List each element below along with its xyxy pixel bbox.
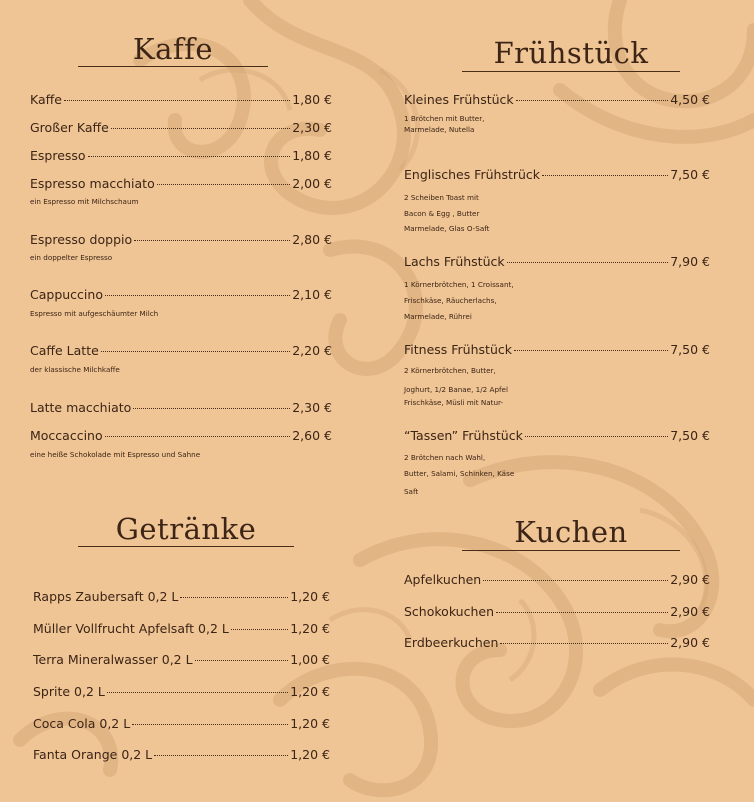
item-price: 7,90 € <box>670 254 710 269</box>
getraenke-item <box>33 621 330 637</box>
item-name: Cappuccino <box>30 287 103 302</box>
item-description: Frischkäse, Räucherlachs, <box>404 296 497 305</box>
item-name: Moccaccino <box>30 428 103 443</box>
leader-dots <box>496 612 668 613</box>
leader-dots <box>507 262 669 263</box>
leader-dots <box>514 350 668 351</box>
item-name: Coca Cola 0,2 L <box>33 716 131 731</box>
item-price: 2,60 € <box>292 428 332 443</box>
item-price: 2,80 € <box>292 232 332 247</box>
leader-dots <box>157 184 291 185</box>
getraenke-item <box>33 747 330 763</box>
item-price: 1,00 € <box>290 652 330 667</box>
item-price: 2,30 € <box>292 400 332 415</box>
item-description: Butter, Salami, Schinken, Käse <box>404 469 515 478</box>
item-name: Kleines Frühstück <box>404 92 514 107</box>
item-price: 7,50 € <box>670 428 710 443</box>
item-price: 2,00 € <box>292 176 332 191</box>
item-description: ein doppelter Espresso <box>30 253 113 262</box>
kuchen-item <box>404 572 710 588</box>
kaffe-item <box>30 120 332 136</box>
leader-dots <box>132 724 288 725</box>
fruehstueck-title: Frühstück <box>493 36 649 70</box>
kuchen-title-rule <box>462 550 680 551</box>
item-price: 1,20 € <box>290 684 330 699</box>
leader-dots <box>88 156 291 157</box>
kuchen-item <box>404 604 710 620</box>
getraenke-title: Getränke <box>115 512 257 546</box>
getraenke-item <box>33 652 330 668</box>
kaffe-item <box>30 343 332 359</box>
fruehstueck-item <box>404 428 710 444</box>
item-name: Lachs Frühstück <box>404 254 505 269</box>
item-name: Englisches Frühstrück <box>404 167 541 182</box>
leader-dots <box>542 175 668 176</box>
fruehstueck-item <box>404 92 710 108</box>
item-description: Marmelade, Rührei <box>404 312 472 321</box>
fruehstueck-item <box>404 342 710 358</box>
item-name: Espresso doppio <box>30 232 133 247</box>
getraenke-item <box>33 716 330 732</box>
leader-dots <box>154 755 288 756</box>
item-name: Kaffe <box>30 92 62 107</box>
getraenke-title-rule <box>78 546 294 547</box>
item-name: Terra Mineralwasser 0,2 L <box>33 652 193 667</box>
item-name: Sprite 0,2 L <box>33 684 105 699</box>
leader-dots <box>101 351 290 352</box>
item-description: Frischkäse, Müsli mit Natur- <box>404 398 504 407</box>
fruehstueck-item <box>404 254 710 270</box>
item-price: 2,20 € <box>292 343 332 358</box>
item-description: 1 Körnerbrötchen, 1 Croissant, <box>404 280 514 289</box>
getraenke-item <box>33 684 330 700</box>
item-name: Großer Kaffe <box>30 120 109 135</box>
item-price: 1,20 € <box>290 716 330 731</box>
leader-dots <box>64 100 290 101</box>
leader-dots <box>525 436 668 437</box>
leader-dots <box>107 692 288 693</box>
kaffe-title-rule <box>78 66 268 67</box>
item-name: Erdbeerkuchen <box>404 635 499 650</box>
item-description: 1 Brötchen mit Butter, <box>404 114 485 123</box>
item-price: 2,90 € <box>670 635 710 650</box>
item-name: Espresso macchiato <box>30 176 155 191</box>
kaffe-item <box>30 148 332 164</box>
item-description: Bacon & Egg , Butter <box>404 209 480 218</box>
item-description: Marmelade, Nutella <box>404 125 475 134</box>
kuchen-title: Kuchen <box>514 515 628 549</box>
item-description: der klassische Milchkaffe <box>30 365 120 374</box>
item-description: Espresso mit aufgeschäumter Milch <box>30 309 159 318</box>
item-name: Fitness Frühstück <box>404 342 512 357</box>
item-description: Saft <box>404 487 419 496</box>
item-name: Schokokuchen <box>404 604 495 619</box>
item-price: 1,20 € <box>290 747 330 762</box>
item-name: “Tassen” Frühstück <box>404 428 523 443</box>
leader-dots <box>195 660 289 661</box>
item-description: 2 Brötchen nach Wahl, <box>404 453 486 462</box>
item-price: 2,90 € <box>670 572 710 587</box>
kuchen-item <box>404 635 710 651</box>
item-price: 1,80 € <box>292 92 332 107</box>
item-description: 2 Körnerbrötchen, Butter, <box>404 366 496 375</box>
leader-dots <box>105 436 291 437</box>
getraenke-item <box>33 589 330 605</box>
kaffe-item <box>30 92 332 108</box>
item-price: 7,50 € <box>670 167 710 182</box>
kaffe-title: Kaffe <box>132 32 214 66</box>
kaffe-item <box>30 287 332 303</box>
kaffe-item <box>30 400 332 416</box>
item-name: Apfelkuchen <box>404 572 482 587</box>
item-description: eine heiße Schokolade mit Espresso und Sahne <box>30 450 201 459</box>
item-description: Marmelade, Glas O-Saft <box>404 224 490 233</box>
item-description: 2 Scheiben Toast mit <box>404 193 479 202</box>
item-description: ein Espresso mit Milchschaum <box>30 197 139 206</box>
leader-dots <box>516 100 669 101</box>
leader-dots <box>134 240 290 241</box>
item-name: Espresso <box>30 148 86 163</box>
item-name: Latte macchiato <box>30 400 132 415</box>
kaffe-item <box>30 176 332 192</box>
item-price: 7,50 € <box>670 342 710 357</box>
leader-dots <box>105 295 290 296</box>
leader-dots <box>483 580 668 581</box>
fruehstueck-item <box>404 167 710 183</box>
item-price: 4,50 € <box>670 92 710 107</box>
item-price: 2,90 € <box>670 604 710 619</box>
item-price: 2,10 € <box>292 287 332 302</box>
leader-dots <box>180 597 288 598</box>
item-price: 2,30 € <box>292 120 332 135</box>
leader-dots <box>231 629 288 630</box>
item-name: Caffe Latte <box>30 343 99 358</box>
fruehstueck-title-rule <box>462 71 680 72</box>
item-name: Rapps Zaubersaft 0,2 L <box>33 589 179 604</box>
leader-dots <box>133 408 290 409</box>
kaffe-item <box>30 428 332 444</box>
leader-dots <box>111 128 290 129</box>
item-name: Müller Vollfrucht Apfelsaft 0,2 L <box>33 621 229 636</box>
item-price: 1,20 € <box>290 589 330 604</box>
item-name: Fanta Orange 0,2 L <box>33 747 153 762</box>
item-price: 1,20 € <box>290 621 330 636</box>
item-price: 1,80 € <box>292 148 332 163</box>
item-description: Joghurt, 1/2 Banae, 1/2 Apfel <box>404 385 508 394</box>
leader-dots <box>500 643 668 644</box>
kaffe-item <box>30 232 332 248</box>
